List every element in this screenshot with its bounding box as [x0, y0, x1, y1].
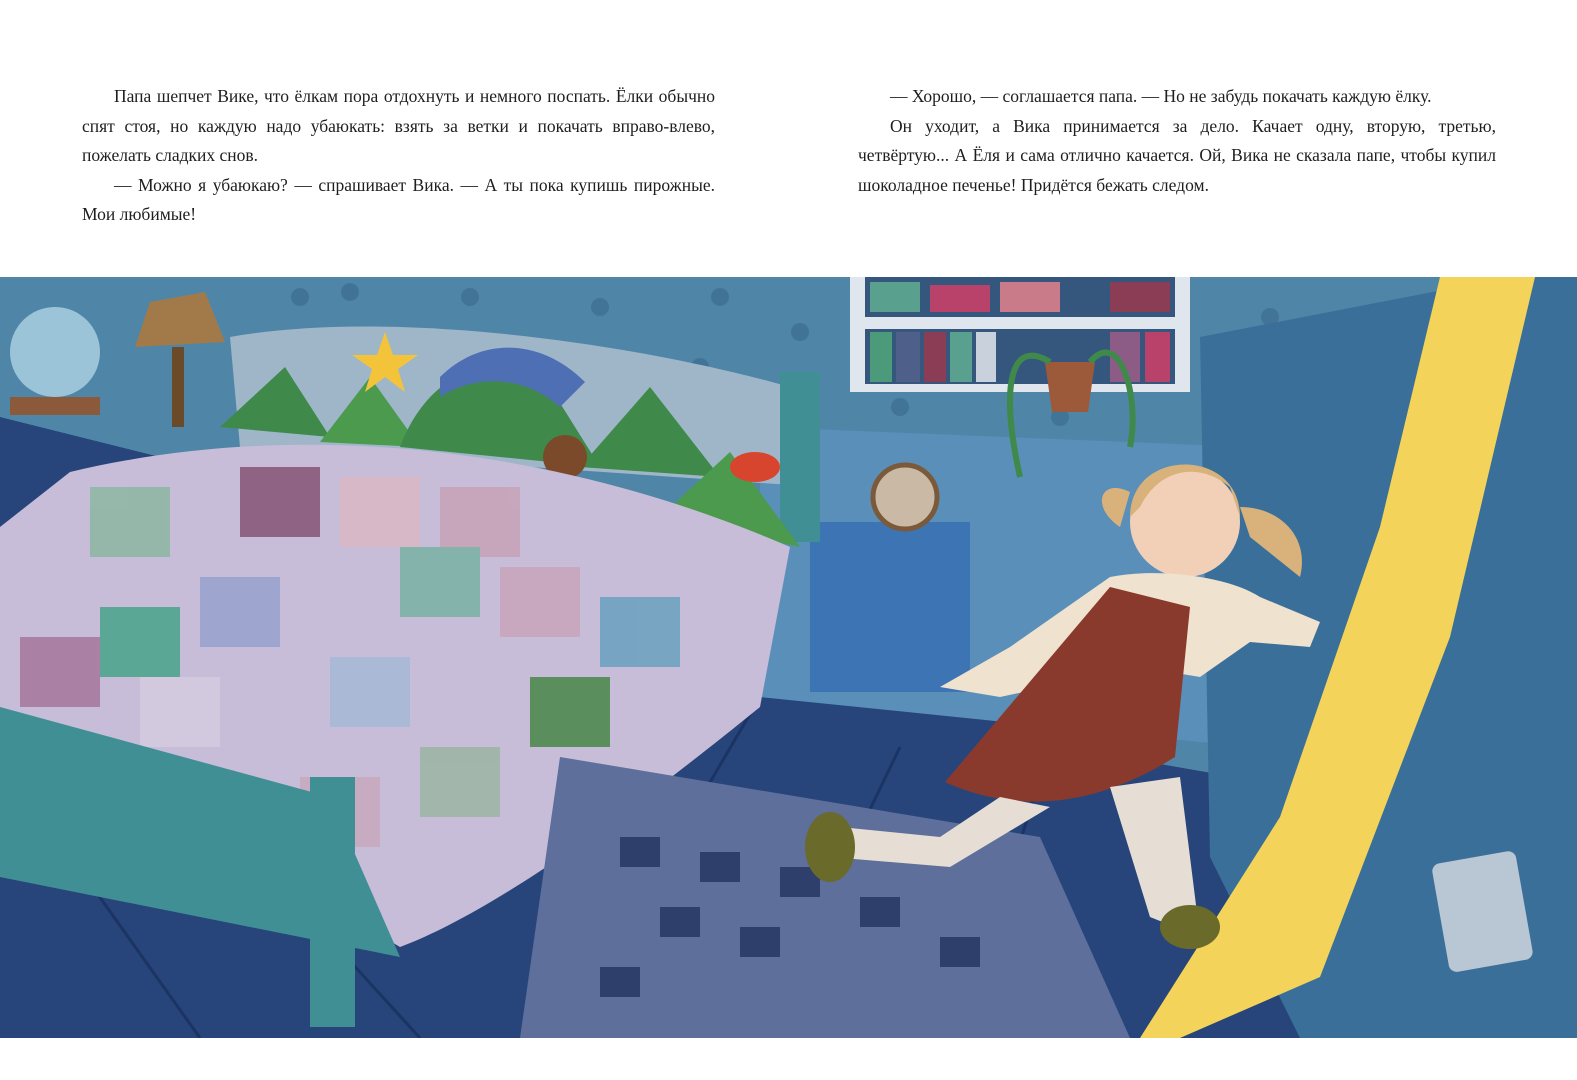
paragraph: Он уходит, а Вика принимается за дело. Качает одну, вторую, третью, четвёртую... А Ёля и сама отлично качается. Ой, Вика не сказала папе, чтобы купил шоколадное печенье! Придётся бежать следом. [858, 115, 1496, 195]
nightstand [810, 522, 970, 692]
stool [10, 397, 100, 415]
paragraph: — Хорошо, — соглашается папа. — Но не забудь покачать каждую ёлку. [890, 86, 1432, 106]
right-text-column [858, 82, 1496, 200]
paragraph: Папа шепчет Вике, что ёлкам пора отдохнуть и немного поспать. Ёлки обычно спят стоя, но каждую надо убаюкать: взять за ветки и покачать вправо-влево, пожелать сладких снов. [82, 86, 715, 165]
paragraph: — Можно я убаюкаю? — спрашивает Вика. — А ты пока купишь пирожные. Мои любимые! [82, 174, 715, 224]
shoe-left [805, 812, 855, 882]
alarm-clock [873, 465, 937, 529]
left-text-column [82, 82, 715, 230]
shoe-right [1160, 905, 1220, 949]
bookshelf [850, 277, 1190, 392]
bedroom-illustration [0, 277, 1577, 1038]
lamp-stand [172, 347, 184, 427]
fish-bowl [10, 307, 100, 397]
bow [730, 452, 780, 482]
